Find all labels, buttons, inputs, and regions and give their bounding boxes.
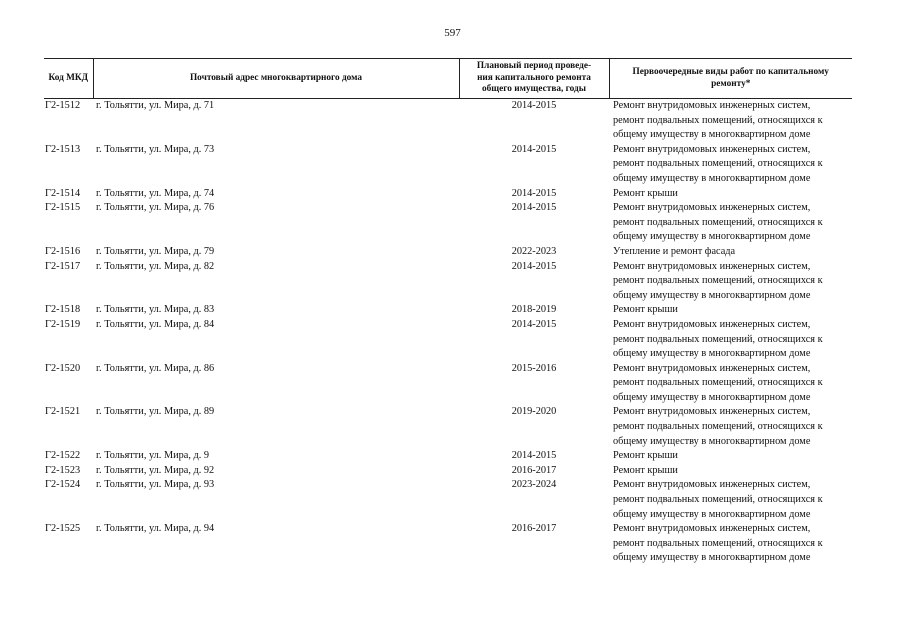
cell-address: г. Тольятти, ул. Мира, д. 79 xyxy=(96,245,215,257)
table-row xyxy=(44,522,852,566)
page-number: 597 xyxy=(444,27,461,39)
cell-works xyxy=(609,260,852,304)
works-line: ремонт подвальных помещений, относящихся к xyxy=(613,421,823,433)
works-line: Ремонт внутридомовых инженерных систем, xyxy=(613,202,811,214)
header-works xyxy=(609,59,852,99)
cell-works xyxy=(609,303,852,318)
table-row xyxy=(44,201,852,245)
table-header xyxy=(44,59,852,99)
header-period-line: ния капитального ремонта xyxy=(477,72,591,83)
cell-address: г. Тольятти, ул. Мира, д. 74 xyxy=(96,187,215,199)
cell-period: 2014-2015 xyxy=(511,450,557,462)
table-row xyxy=(44,405,852,449)
works-line: Ремонт крыши xyxy=(613,187,678,199)
works-line: общему имуществу в многоквартирном доме xyxy=(613,348,811,360)
cell-code: Г2-1515 xyxy=(45,202,81,214)
cell-code: Г2-1524 xyxy=(45,479,81,491)
works-line: общему имуществу в многоквартирном доме xyxy=(613,435,811,447)
cell-code: Г2-1519 xyxy=(45,318,81,330)
cell-period: 2014-2015 xyxy=(511,143,557,155)
cell-code: Г2-1514 xyxy=(45,187,81,199)
works-line: Ремонт внутридомовых инженерных систем, xyxy=(613,479,811,491)
cell-code: Г2-1522 xyxy=(45,450,81,462)
header-code: Код МКД xyxy=(44,59,93,99)
works-line: общему имуществу в многоквартирном доме xyxy=(613,172,811,184)
cell-works xyxy=(609,449,852,464)
building-repair-table xyxy=(44,58,852,566)
cell-code: Г2-1523 xyxy=(45,464,81,476)
cell-address: г. Тольятти, ул. Мира, д. 84 xyxy=(96,318,215,330)
cell-address: г. Тольятти, ул. Мира, д. 71 xyxy=(96,100,215,111)
works-line: ремонт подвальных помещений, относящихся к xyxy=(613,333,823,345)
cell-code: Г2-1520 xyxy=(45,362,81,374)
works-line: общему имуществу в многоквартирном доме xyxy=(613,391,811,403)
cell-works xyxy=(609,478,852,522)
table-row xyxy=(44,143,852,187)
works-line: общему имуществу в многоквартирном доме xyxy=(613,552,811,564)
works-line: ремонт подвальных помещений, относящихся к xyxy=(613,275,823,287)
works-line: ремонт подвальных помещений, относящихся к xyxy=(613,537,823,549)
works-line: общему имуществу в многоквартирном доме xyxy=(613,289,811,301)
header-address: Почтовый адрес многоквартирного дома xyxy=(93,59,459,99)
cell-period: 2016-2017 xyxy=(511,523,557,535)
works-line: ремонт подвальных помещений, относящихся к xyxy=(613,158,823,170)
works-line: ремонт подвальных помещений, относящихся к xyxy=(613,114,823,126)
cell-period: 2014-2015 xyxy=(511,100,557,111)
cell-works xyxy=(609,245,852,260)
cell-code: Г2-1517 xyxy=(45,260,81,272)
works-line: ремонт подвальных помещений, относящихся к xyxy=(613,216,823,228)
cell-code: Г2-1525 xyxy=(45,523,81,535)
works-line: Ремонт крыши xyxy=(613,450,678,462)
cell-address: г. Тольятти, ул. Мира, д. 89 xyxy=(96,406,215,418)
cell-works xyxy=(609,522,852,566)
cell-address: г. Тольятти, ул. Мира, д. 94 xyxy=(96,523,215,535)
works-line: ремонт подвальных помещений, относящихся к xyxy=(613,377,823,389)
cell-period: 2014-2015 xyxy=(511,202,557,214)
works-line: ремонт подвальных помещений, относящихся к xyxy=(613,494,823,506)
cell-address: г. Тольятти, ул. Мира, д. 76 xyxy=(96,202,215,214)
works-line: Ремонт крыши xyxy=(613,464,678,476)
cell-code: Г2-1513 xyxy=(45,143,81,155)
works-line: Ремонт внутридомовых инженерных систем, xyxy=(613,318,811,330)
cell-address: г. Тольятти, ул. Мира, д. 73 xyxy=(96,143,215,155)
header-period xyxy=(459,59,609,99)
table-row xyxy=(44,99,852,143)
cell-works xyxy=(609,143,852,187)
cell-period: 2018-2019 xyxy=(511,304,557,316)
cell-address: г. Тольятти, ул. Мира, д. 86 xyxy=(96,362,215,374)
cell-address: г. Тольятти, ул. Мира, д. 93 xyxy=(96,479,215,491)
table-row xyxy=(44,464,852,479)
header-works-line: ремонту* xyxy=(711,78,751,89)
cell-works xyxy=(609,464,852,479)
table-row xyxy=(44,303,852,318)
cell-address: г. Тольятти, ул. Мира, д. 92 xyxy=(96,464,215,476)
works-line: Ремонт внутридомовых инженерных систем, xyxy=(613,100,811,111)
cell-period: 2015-2016 xyxy=(511,362,557,374)
table-row xyxy=(44,260,852,304)
works-line: Ремонт внутридомовых инженерных систем, xyxy=(613,406,811,418)
cell-works xyxy=(609,187,852,202)
cell-works xyxy=(609,362,852,406)
table-row xyxy=(44,478,852,522)
works-line: общему имуществу в многоквартирном доме xyxy=(613,129,811,141)
table-row xyxy=(44,245,852,260)
works-line: общему имуществу в многоквартирном доме xyxy=(613,231,811,243)
cell-period: 2022-2023 xyxy=(511,245,557,257)
table-row xyxy=(44,187,852,202)
works-line: Ремонт внутридомовых инженерных систем, xyxy=(613,260,811,272)
table-row xyxy=(44,449,852,464)
cell-works xyxy=(609,201,852,245)
cell-works xyxy=(609,318,852,362)
cell-works xyxy=(609,99,852,143)
works-line: общему имуществу в многоквартирном доме xyxy=(613,508,811,520)
cell-code: Г2-1521 xyxy=(45,406,81,418)
cell-address: г. Тольятти, ул. Мира, д. 82 xyxy=(96,260,215,272)
table-body xyxy=(44,99,852,567)
works-line: Утепление и ремонт фасада xyxy=(613,245,736,257)
cell-code: Г2-1512 xyxy=(45,100,81,111)
cell-code: Г2-1518 xyxy=(45,304,81,316)
cell-period: 2023-2024 xyxy=(511,479,557,491)
cell-period: 2014-2015 xyxy=(511,187,557,199)
cell-address: г. Тольятти, ул. Мира, д. 9 xyxy=(96,450,210,462)
table-row xyxy=(44,318,852,362)
cell-code: Г2-1516 xyxy=(45,245,81,257)
works-line: Ремонт внутридомовых инженерных систем, xyxy=(613,362,811,374)
works-line: Ремонт внутридомовых инженерных систем, xyxy=(613,523,811,535)
cell-period: 2019-2020 xyxy=(511,406,557,418)
cell-period: 2014-2015 xyxy=(511,318,557,330)
cell-address: г. Тольятти, ул. Мира, д. 83 xyxy=(96,304,215,316)
header-works-line: Первоочередные виды работ по капитальному xyxy=(632,67,829,77)
cell-period: 2014-2015 xyxy=(511,260,557,272)
cell-works xyxy=(609,405,852,449)
works-line: Ремонт крыши xyxy=(613,304,678,316)
header-period-line: Плановый период проведе- xyxy=(476,61,592,72)
header-period-line: общего имущества, годы xyxy=(481,84,586,95)
table-row xyxy=(44,362,852,406)
cell-period: 2016-2017 xyxy=(511,464,557,476)
works-line: Ремонт внутридомовых инженерных систем, xyxy=(613,143,811,155)
